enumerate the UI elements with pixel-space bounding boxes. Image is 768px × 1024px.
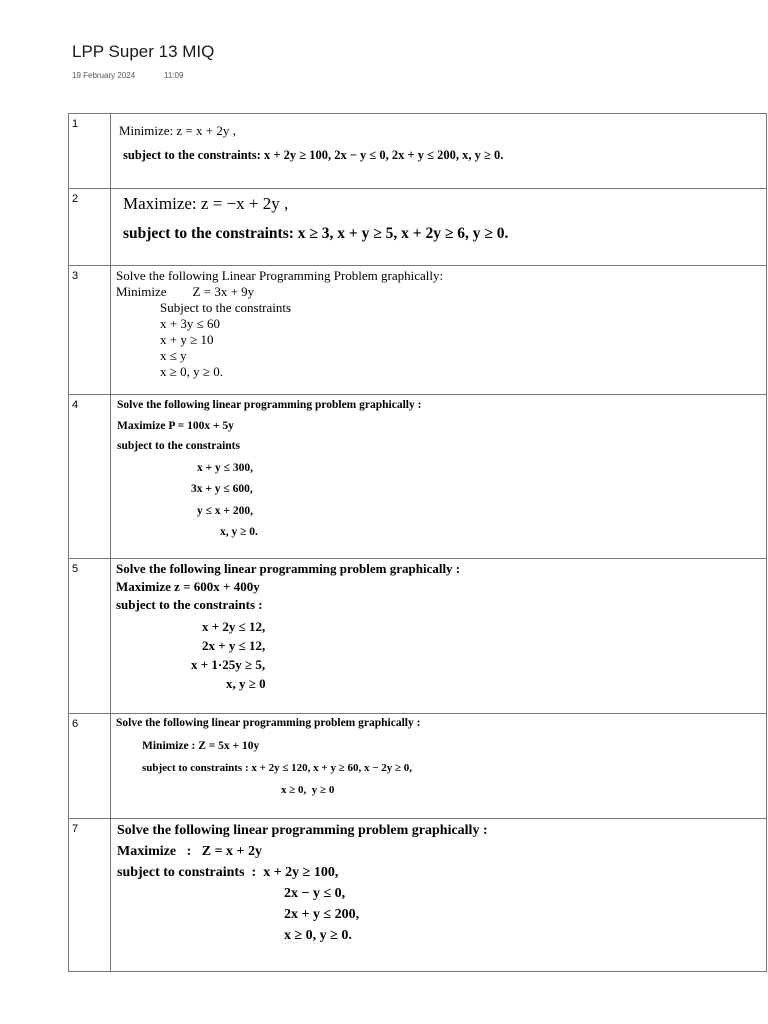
page-date: 19 February 2024 [72, 71, 136, 80]
problem-number: 5 [69, 559, 111, 714]
problem-line: 3x + y ≤ 600, [191, 483, 253, 495]
problem-cell [111, 714, 767, 819]
table-row [69, 114, 767, 189]
problem-cell [111, 114, 767, 189]
problem-line: x + 1·25y ≥ 5, [191, 657, 266, 672]
problem-line: x + 3y ≤ 60 [160, 316, 220, 331]
problem-line: subject to the constraints: x ≥ 3, x + y ≥ 5, x + 2y ≥ 6, y ≥ 0. [123, 225, 509, 242]
problem-line: x + y ≥ 10 [160, 332, 214, 347]
problem-line: x ≥ 0, y ≥ 0 [281, 784, 335, 796]
table-row [69, 559, 767, 714]
problem-cell [111, 189, 767, 266]
problem-number: 7 [69, 819, 111, 972]
problem-cell [111, 266, 767, 395]
problem-line: Maximize P = 100x + 5y [117, 419, 234, 432]
problem-line: x ≤ y [160, 348, 187, 363]
table-row [69, 395, 767, 559]
problem-line: x + 2y ≤ 12, [202, 619, 266, 634]
problem-cell [111, 819, 767, 972]
problem-number: 6 [69, 714, 111, 819]
problems-table [68, 113, 767, 972]
table-row [69, 714, 767, 819]
problem-line: subject to constraints : x + 2y ≥ 100, [117, 865, 339, 880]
problem-line: 2x + y ≤ 200, [284, 907, 360, 922]
problem-line: 2x + y ≤ 12, [202, 638, 266, 653]
problem-line: x ≥ 0, y ≥ 0. [284, 928, 352, 943]
problem-cell [111, 559, 767, 714]
problem-line: subject to the constraints : [116, 597, 263, 612]
problem-line: Minimize : Z = 5x + 10y [142, 739, 260, 752]
problem-line: Solve the following linear programming problem graphically : [116, 717, 421, 729]
problem-line: subject to the constraints: x + 2y ≥ 100, 2x − y ≤ 0, 2x + y ≤ 200, x, y ≥ 0. [123, 148, 504, 162]
problem-line: Solve the following linear programming problem graphically : [117, 399, 422, 411]
table-row [69, 819, 767, 972]
problem-line: 2x − y ≤ 0, [284, 886, 346, 901]
problem-number: 4 [69, 395, 111, 559]
problem-line: subject to constraints : x + 2y ≤ 120, x + y ≥ 60, x − 2y ≥ 0, [142, 762, 413, 774]
problem-line: x, y ≥ 0. [220, 526, 258, 538]
problem-line: Maximize: z = −x + 2y , [123, 194, 289, 213]
problem-number: 1 [69, 114, 111, 189]
problem-line: x, y ≥ 0 [226, 676, 266, 691]
page-title: LPP Super 13 MIQ [72, 42, 215, 61]
problem-line: Minimize: z = x + 2y , [119, 123, 236, 138]
problem-line: Maximize : Z = x + 2y [117, 844, 263, 859]
problem-number: 3 [69, 266, 111, 395]
table-row [69, 266, 767, 395]
problem-line: x + y ≤ 300, [197, 461, 253, 474]
problem-line: Subject to the constraints [160, 300, 292, 315]
problem-line: Solve the following linear programming problem graphically : [117, 823, 488, 838]
problem-line: Solve the following linear programming problem graphically : [116, 561, 461, 576]
problem-line: Minimize Z = 3x + 9y [116, 284, 255, 299]
problem-line: x ≥ 0, y ≥ 0. [160, 364, 224, 379]
problem-line: Maximize z = 600x + 400y [116, 579, 260, 594]
problem-number: 2 [69, 189, 111, 266]
problem-line: y ≤ x + 200, [197, 504, 253, 517]
page-time: 11:09 [164, 71, 184, 80]
table-row [69, 189, 767, 266]
problem-line: subject to the constraints [117, 440, 240, 452]
problem-line: Solve the following Linear Programming Problem graphically: [116, 268, 444, 283]
problem-cell [111, 395, 767, 559]
